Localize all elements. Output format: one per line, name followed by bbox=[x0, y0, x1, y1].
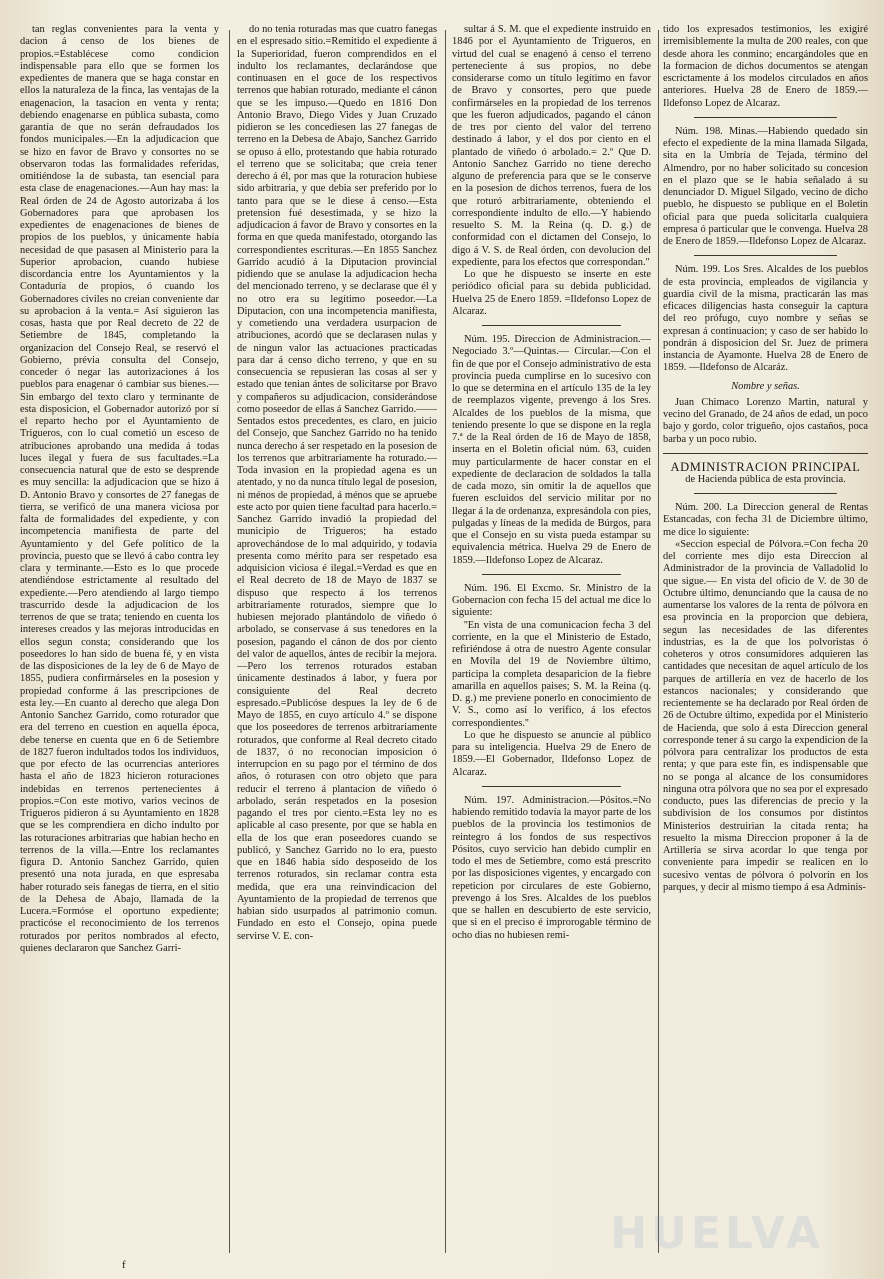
paragraph: tido los expresados testimonios, les exigiré irremisiblemente la multa de 200 reales, con que desde ahora les conmino; encargándoles que en la formacion de dichos documentos se atengan escrictamente á los modelos circulados en años anteriores. Huelva 28 de Enero de 1859.—Ildefonso Lopez de Alcaraz. bbox=[663, 24, 868, 109]
column-rule bbox=[658, 30, 659, 1253]
section-divider bbox=[482, 574, 621, 575]
paragraph: Núm. 199. Los Sres. Alcaldes de los pueblos de esta provincia, empleados de vigilancia y guardia civil de la misma, practicarán las mas eficaces diligencias hasta conseguir la captura del reo prófugo, cuyo nombre y señas se expresan á continuacion; y caso de ser habido lo pondrán á disposicion del Sr. Juez de primera instancia de Ayamonte. Huelva 28 de Enero de 1859. —Ildefonso de Alcaráz. bbox=[663, 264, 868, 374]
subheading: Nombre y señas. bbox=[731, 380, 800, 392]
section-divider bbox=[482, 325, 621, 326]
paragraph: do no tenia roturadas mas que cuatro fanegas en el espresado sitio.=Remitido el expediente á la Superioridad, fueron comprendidos en el indulto los reclamantes, declarándose que continuasen en el goce de los respectivos terrenos que habian roturado, mediante el cánon que se les impuso.—Quedo en 1816 Don Antonio Bravo, Diego Vides y Juan Cruzado pidieron se les concediesen las 27 fanegas de terreno en la Debesa de Abajo, Sanchez Garrido se opuso á ello, protestando que habia roturado el terreno que se solicitaba; que creia tener derecho á él, por mas que la roturacion hubiese sido arbitraria, y que debia ser preferido por lo tanto para que se le diese á censo.—Esta pretension fué desestimada, y se hizo la adjudicacion á favor de Bravo y consortes en la forma en que queda manifestado, otorgando las correspondientes escrituras.—En 1855 Sanchez Garrido acudió á la Diputacion provincial pidiendo que se anulase la adjudicacion hecha del mencionado terreno, y se declarase que él y no otro era su legítimo poseedor.—La Diputacion, con una incompetencia manifiesta, y cometiendo una verdadera usurpacion de atribuciones, acordó que se declarasen nulas y de ningun valor las actuaciones practicadas para dar á censo dicho terreno, y que en su consecuencia se repusieran las cosas al ser y estado que tenian ántes de solicitarse por Bravo y compañeros su adjudicacion, considerándose como poseedor de ellas á Sanchez Garrido.——Sentados estos precedentes, es claro, en juicio del Consejo, que Sanchez Garrido no ha tenido nunca derecho á ser respetado en la posesion de los terrenos que arbitrariamente ha roturado.—Toda invasion en la propiedad agena es un atentado, y no da nunca título legal de posesion, ni ménos de propiedad, á ménos que se apruebe este acto por quien tiene facultad para hacerlo.= Sanchez Garrido invadió la propiedad del municipio de Trigueros; ha estado aprovechándose de lo mal adquirido, y todavia presenta como mérito para ser respetado esa adquisicion viciosa é ilegal.=Verdad es que en el Real decreto de 18 de Mayo de 1837 se dispuso que respecto á los terrenos arbitrariamente roturados, siempre que lo hubiesen mejorado plantándolo de viñedo ó arbolado, se conservase á sus tenedores en la posesion, pagando el cánon de dos por ciento del valor de aquellos, ántes de recibir la mejora.—Pero los terrenos roturados estaban únicamente destinados á labor, y fuera por consiguiente del Real decreto espresado.=Publicóse despues la ley de 6 de Mayo de 1855, en cuyo artículo 4.º se dispone que los poseedores de terrenos arbitrariamente roturados, que conforme al Real decreto citado de 1837, ó no reconocian imposicion ó interrupcion en su pago por el término de dos años, ó roturasen con otro objeto que para reducir el terreno á plantacion de viñedo ó arbolado, serán respetados en la posesion pagando el tres por ciento.=Esta ley no es aplicable al caso presente, por que se habla en ella de los que eran poseedores cuando se publicó, y Sanchez Garrido no lo era, puesto que en 1846 habia sido desposeido de los terrenos roturados, sin reclamar contra esta medida, que era una reinvindicacion del Ayuntamiento de la propiedad de terrenos que habian sido usurpados al patrimonio comun. Fundado en esto el Consejo, opina puede servirse V. E. con- bbox=[237, 24, 437, 942]
column-1 bbox=[20, 24, 219, 1259]
paragraph: Núm. 195. Direccion de Administracion.—Negociado 3.º—Quintas.— Circular.—Con el fin de que por el Consejo administrativo de esta provincia pueda cumplirse en lo sucesivo con lo que se determina en el artículo 135 de la ley de reemplazos vigente, prevengo á los Sres. Alcaldes de los pueblos de la misma, que teniendo presente lo que se dispone en la regla 7.ª de la Real órden de 16 de Mayo de 1858, inserta en el Boletin oficial núm. 63, cuiden muy particularmente de hacer constar en el expediente de declaracion de soldados la talla de cada mozo, sin omitir la de aquellos que fueren escluidos del servicio militar por no llegar á la de ordenanza, expresándola con pies, pulgadas y líneas de la medida de Búrgos, para que el Consejo en su vista pueda estampar su equivalencia métrica. Huelva 29 de Enero de 1859.—Ildefonso Lopez de Alcaraz. bbox=[452, 334, 651, 566]
paragraph: Núm. 197. Administracion.—Pósitos.=No habiendo remitido todavía la mayor parte de los pueblos de la provincia los testimonios de reintegro á los fondos de sus respectivos Pósitos, cuyo servicio han debido cumplir en todo el mes de Setiembre, como está prescrito por las disposiciones vigentes, y encargado con repeticion por circulares de este Gobierno, prevengo á los Sres. Alcaldes de los pueblos que se hallen en descubierto de este servicio, que si en el preciso é improrogable término de ocho dias no hubiesen remi- bbox=[452, 794, 651, 941]
column-rule bbox=[229, 30, 230, 1253]
archive-watermark: HUELVA bbox=[610, 1208, 824, 1259]
paragraph: «Seccion especial de Pólvora.=Con fecha 20 del corriente mes dijo esta Direccion al Administrador de la provincia de Valladolid lo que sigue.— En vista del oficio de V. de 30 de Octubre último, denunciando que la causa de no aumentarse los valores de la renta de pólvora en esa provincia en la proporcion que debiera, segun las necesidades de las diferentes industrias, es la de que los polvoristas ó coheteros y otros consumidores adquieren las cantidades que necesitan de aquel artículo de los parques de artillería en vez de hacerlo de los estancos nacionales; y considerando que recientemente se ha declarado por Real órden de 26 de Octubre último, expedida por el Ministerio de Hacienda, que solo á esta Direccion general corresponde tener á su cargo la expendicion de la pólvora para centralizar los productos de esta renta; y que para este fin, es indispensable que no se ponga al alcance de los consumidores ninguna otra pólvora que no sea por el expresado conducto, pues las diferencias de precio y la subdivision de los consumos por distintos Ministerios destruirian la citada renta; ha resuelto la misma Direccion proponer á la de Artillería se sirva acordar lo que tenga por conveniente para impedir se realicen en lo sucesivo ventas de pólvora ó polvorín en los parques, y decir al mismo tiempo á esa Adminis- bbox=[663, 538, 868, 893]
paragraph: Núm. 198. Minas.—Habiendo quedado sin efecto el expediente de la mina llamada Silgada, sita en la Umbría de Tejada, término del Almendro, por no haber solicitado su concesion en el plazo que se le habia señalado á su denunciador D. Miguel Silgado, vecino de dicho pueblo, he dispuesto se publique en el Boletin oficial para que pueda solicitarla cualquiera empresa ó particular que le convenga. Huelva 28 de Enero de 1859.—Ildefonso Lopez de Alcaraz. bbox=[663, 125, 868, 247]
section-divider bbox=[694, 493, 838, 494]
paragraph: Núm. 200. La Direccion general de Rentas Estancadas, con fecha 31 de Diciembre último, me dice lo siguiente: bbox=[663, 502, 868, 538]
section-divider bbox=[663, 453, 868, 454]
paragraph: sultar á S. M. que el expediente instruido en 1846 por el Ayuntamiento de Trigueros, en virtud del cual se enagenó á censo el terreno perteneciente á sus propios, no debe considerarse como un título legítimo en favor de Bravo y consortes, pero que puede confirmárseles en la propiedad de los terrenos que les fueron adjudicados, pagando el cánon de tres por ciento del valor del terreno destinado á labor, y el dos por ciento en el plantado de viñedo ó arbolado.= 2.º Que D. Antonio Sanchez Garrido no tiene derecho alguno de preferencia para que se le conserve en la posesion de dichos terrenos, fuera de los que roturó arbitrariamente, obteniendo el correspondiente indulto de ello.—Y habiendo resuelto S. M. la Reina (q. D. g.) de conformidad con el dictamen del Consejo, lo digo á V. S. de Real órden, con devolucion del expediente, para los efectos que correspondan.'' bbox=[452, 24, 651, 268]
column-rule bbox=[445, 30, 446, 1253]
section-subheading: de Hacienda pública de esta provincia. bbox=[685, 473, 846, 485]
paragraph: ''En vista de una comunicacion fecha 3 del corriente, en la que el Ministerio de Estado, refiriéndose á otra de nuestro Agente consular en Movila del 19 de Noviembre último, participa la completa desaparicion de la fiebre amarilla en aquellos paises; S. M. la Reina (q. D. g.) me previene ponerlo en conocimiento de V. S., como así lo verifico, á los efectos correspondientes.'' bbox=[452, 619, 651, 729]
column-3 bbox=[452, 24, 651, 1259]
section-heading: ADMINISTRACION PRINCIPAL bbox=[670, 459, 861, 474]
paragraph: Lo que he dispuesto se inserte en este periódico oficial para su debida publicidad. Huelva 25 de Enero 1859. =Ildefonso Lopez de Alcaraz. bbox=[452, 269, 651, 317]
paragraph: Lo que he dispuesto se anuncie al público para su inteligencia. Huelva 29 de Enero de 1859.—El Gobernador, Ildefonso Lopez de Alcaraz. bbox=[452, 729, 651, 778]
paragraph: tan reglas convenientes para la venta y dacion á censo de los bienes de propios.=Establécese como condicion indispensable para ello que se formen los expedientes de manera que se haga constar en ellos la naturaleza de la finca, las ventajas de la enagenacion, la tasacion en venta y renta; debiendo enagenarse en pública subasta, como garantía de que no serán defraudados los fondos municipales.—En la adjudicacion que se hizo en favor de Bravo y consortes no se observaron todas las formalidades referidas, omitiéndose la de subasta, tan esencial para esta clase de enagenaciones.—Aun hay mas: la Real órden de 24 de Agosto autorizaba á los Gobernadores para que aprobasen los expedientes de enagenaciones de bienes de propios de los pueblos, y únicamente había necesidad de que pasasen al Ministerio para la Superior aprobacion, cuando hubiese discordancia entre los Ayuntamientos y la Contaduría de propios, ó cuando los Gobernadores civiles no creian conveniente dar su aprobacion á la venta.= Así siguieron las cosas, hasta que por Real decreto de 22 de Setiembre de 1845, completando la organizacion del Consejo Real, se reservó el Gobierno, prévia consulta del Consejo, conceder ó negar las autorizaciones á los pueblos para enagenar ó cambiar sus bienes.—Sin embargo del texto claro y terminante de esta disposicion, el Gobernador autorizó por sí el reparto hecho por el Ayuntamiento de Trigueros, con lo cual cometió un esceso de atribuciones aprobando una medida á todas luces ilegal y fuera de sus facultades.=La consecuencia natural que de esto se desprende es muy sencilla: la adjudicacion que se hizo á D. Antonio Bravo y consortes de 27 fanegas de tierra, se verificó de una manera viciosa por falta de formalidades del expediente, y con incompetencia manifiesta de parte del Ayuntamiento y del Gefe político de la provincia, puesto que se llevó á cabo contra ley clara y terminante.—Esto es lo que procede atendiéndose estrictamente al resultado del expediente.—Pero atendiendo al largo tiempo trascurrido desde la adjudicacion de los terrenos de que se trata; teniendo en cuenta los intereses creados y las mejoras introducidas en ellos segun consta; considerando que los poseedores lo han sido de buena fé, y en vista de las disposiciones de la ley de 6 de Mayo de 1855, pudiera confirmárseles en la posesion y propiedad conforme á las prescripciones de esta ley.—En cuanto al derecho que alega Don Antonio Sanchez Garrido, como roturador que era del terreno en cuestion en aquella época, debe tenerse en cuenta que en 6 de Setiembre de 1827 fueron indultados todos los individuos, que por efecto de las ocurrencias anteriores hasta el año de 1823 hicieron roturaciones indebidas en terrenos pertenecientes á propios.=Con este motivo, varios vecinos de Trigueros pidieron á su Ayuntamiento en 1828 que se les comprendiera en dicho indulto por las roturaciones arbitrarias que habian hecho en terrenos de la villa.—Entre los reclamantes figura D. Antonio Sanchez Garrido, quien presentó una nota jurada, en que espresaba haber roturado seis fanegas de tierra, en el sitio de la Dehesa de Abajo, llamada de la Lucera.=Formóse el oportuno expediente; practicóse el reconocimiento de los terrenos roturados por peritos nombrados al efecto, quienes declararon que Sanchez Garri- bbox=[20, 24, 219, 954]
paragraph: Juan Chimaco Lorenzo Martin, natural y vecino del Granado, de 24 años de edad, un poco bajo y gordo, color trigueño, ojos castaños, poca barba y un poco rubio. bbox=[663, 396, 868, 445]
column-2 bbox=[237, 24, 437, 1259]
section-divider bbox=[694, 255, 838, 256]
section-divider bbox=[482, 786, 621, 787]
section-divider bbox=[694, 117, 838, 118]
footer-mark: f bbox=[122, 1259, 126, 1271]
column-4 bbox=[663, 24, 868, 1259]
paragraph: Núm. 196. El Excmo. Sr. Ministro de la Gobernacion con fecha 15 del actual me dice lo siguiente: bbox=[452, 582, 651, 619]
